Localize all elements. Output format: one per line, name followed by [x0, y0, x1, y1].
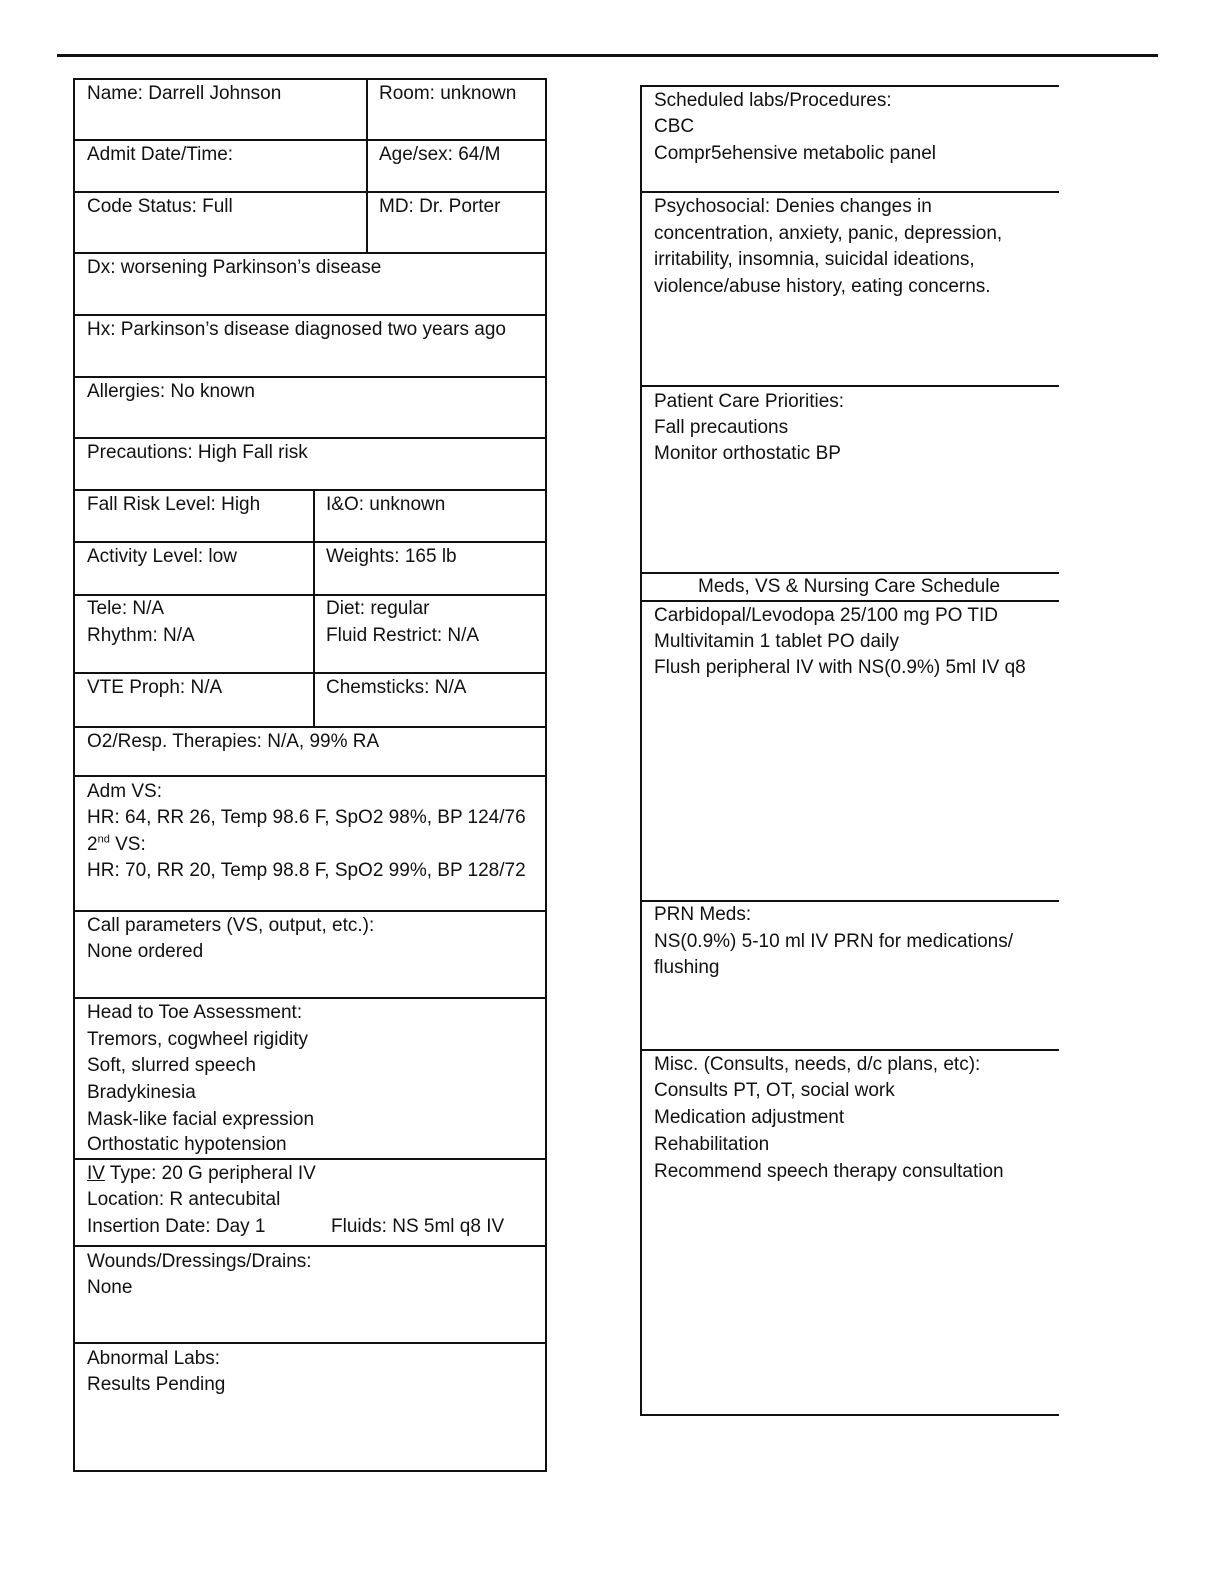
second-vs-number: 2: [87, 834, 98, 855]
diagnosis: Dx: worsening Parkinson’s disease: [87, 257, 382, 278]
precautions: Precautions: High Fall risk: [87, 442, 308, 463]
diet: Diet: regular: [326, 598, 430, 619]
fluid-restrict: Fluid Restrict: N/A: [326, 625, 480, 646]
row-divider: [73, 1245, 547, 1247]
misc-item: Recommend speech therapy consultation: [654, 1161, 1004, 1182]
weights: Weights: 165 lb: [326, 546, 457, 567]
right-row-divider: [640, 1414, 1059, 1416]
second-vs-text: VS:: [109, 834, 146, 855]
prn-med-line: flushing: [654, 957, 720, 978]
right-column-left-border: [640, 85, 642, 1416]
column-divider: [313, 489, 315, 727]
misc-item: Medication adjustment: [654, 1107, 845, 1128]
row-divider: [73, 1342, 547, 1344]
iv-type-text: Type: 20 G peripheral IV: [104, 1163, 316, 1184]
history: Hx: Parkinson’s disease diagnosed two years ago: [87, 319, 506, 340]
head-to-toe-item: Orthostatic hypotension: [87, 1134, 287, 1155]
second-vs-ordinal: nd: [97, 833, 110, 846]
age-sex: Age/sex: 64/M: [379, 144, 501, 165]
med-item: Carbidopal/Levodopa 25/100 mg PO TID: [654, 605, 998, 626]
meds-schedule-header: Meds, VS & Nursing Care Schedule: [698, 576, 1001, 597]
misc-item: Rehabilitation: [654, 1134, 770, 1155]
row-divider: [73, 726, 547, 728]
iv-type: [87, 1161, 316, 1188]
second-vs-label: [87, 832, 146, 859]
page-top-rule: [57, 54, 1158, 57]
activity-level: Activity Level: low: [87, 546, 237, 567]
right-row-divider: [640, 191, 1059, 193]
row-divider: [73, 191, 547, 193]
psychosocial-line: Psychosocial: Denies changes in: [654, 196, 932, 217]
misc-item: Consults PT, OT, social work: [654, 1080, 895, 1101]
wounds-value: None: [87, 1277, 133, 1298]
iv-insertion-date: Insertion Date: Day 1: [87, 1216, 266, 1237]
scheduled-labs-item: Compr5ehensive metabolic panel: [654, 143, 936, 164]
row-divider: [73, 314, 547, 316]
head-to-toe-item: Soft, slurred speech: [87, 1055, 256, 1076]
row-divider: [73, 541, 547, 543]
row-divider: [73, 672, 547, 674]
scheduled-labs-label: Scheduled labs/Procedures:: [654, 90, 892, 111]
right-row-divider: [640, 85, 1059, 87]
prn-meds-label: PRN Meds:: [654, 904, 752, 925]
code-status: Code Status: Full: [87, 196, 233, 217]
patient-name: Name: Darrell Johnson: [87, 83, 282, 104]
row-divider: [73, 437, 547, 439]
head-to-toe-item: Mask-like facial expression: [87, 1109, 315, 1130]
physician: MD: Dr. Porter: [379, 196, 501, 217]
head-to-toe-item: Bradykinesia: [87, 1082, 196, 1103]
adm-vs-label: Adm VS:: [87, 781, 162, 802]
fall-risk-level: Fall Risk Level: High: [87, 494, 261, 515]
misc-label: Misc. (Consults, needs, d/c plans, etc):: [654, 1054, 981, 1075]
vte-proph: VTE Proph: N/A: [87, 677, 223, 698]
tele: Tele: N/A: [87, 598, 165, 619]
abnormal-labs-value: Results Pending: [87, 1374, 226, 1395]
scheduled-labs-item: CBC: [654, 116, 695, 137]
right-row-divider: [640, 385, 1059, 387]
admit-date-time: Admit Date/Time:: [87, 144, 234, 165]
psychosocial-line: violence/abuse history, eating concerns.: [654, 276, 991, 297]
row-divider: [73, 139, 547, 141]
call-parameters-value: None ordered: [87, 941, 204, 962]
call-parameters-label: Call parameters (VS, output, etc.):: [87, 915, 375, 936]
row-divider: [73, 489, 547, 491]
prn-med-line: NS(0.9%) 5-10 ml IV PRN for medications/: [654, 931, 1014, 952]
row-divider: [73, 376, 547, 378]
head-to-toe-label: Head to Toe Assessment:: [87, 1002, 303, 1023]
right-row-divider: [640, 1049, 1059, 1051]
room: Room: unknown: [379, 83, 517, 104]
wounds-label: Wounds/Dressings/Drains:: [87, 1251, 312, 1272]
iv-fluids: Fluids: NS 5ml q8 IV: [331, 1216, 505, 1237]
o2-resp-therapies: O2/Resp. Therapies: N/A, 99% RA: [87, 731, 380, 752]
row-divider: [73, 910, 547, 912]
abnormal-labs-label: Abnormal Labs:: [87, 1348, 221, 1369]
adm-vs-values: HR: 64, RR 26, Temp 98.6 F, SpO2 98%, BP 124/76: [87, 807, 526, 828]
care-priority-item: Monitor orthostatic BP: [654, 443, 841, 464]
row-divider: [73, 775, 547, 777]
row-divider: [73, 252, 547, 254]
care-priority-item: Fall precautions: [654, 417, 789, 438]
head-to-toe-item: Tremors, cogwheel rigidity: [87, 1029, 309, 1050]
second-vs-values: HR: 70, RR 20, Temp 98.8 F, SpO2 99%, BP 128/72: [87, 860, 526, 881]
rhythm: Rhythm: N/A: [87, 625, 195, 646]
iv-location: Location: R antecubital: [87, 1189, 281, 1210]
row-divider: [73, 997, 547, 999]
intake-output: I&O: unknown: [326, 494, 446, 515]
med-item: Flush peripheral IV with NS(0.9%) 5ml IV q8: [654, 657, 1026, 678]
psychosocial-line: concentration, anxiety, panic, depression,: [654, 223, 1003, 244]
psychosocial-line: irritability, insomnia, suicidal ideations,: [654, 249, 975, 270]
chemsticks: Chemsticks: N/A: [326, 677, 467, 698]
column-divider: [366, 78, 368, 253]
allergies: Allergies: No known: [87, 381, 255, 402]
care-priorities-label: Patient Care Priorities:: [654, 391, 845, 412]
med-item: Multivitamin 1 tablet PO daily: [654, 631, 899, 652]
iv-prefix: IV: [87, 1163, 105, 1184]
